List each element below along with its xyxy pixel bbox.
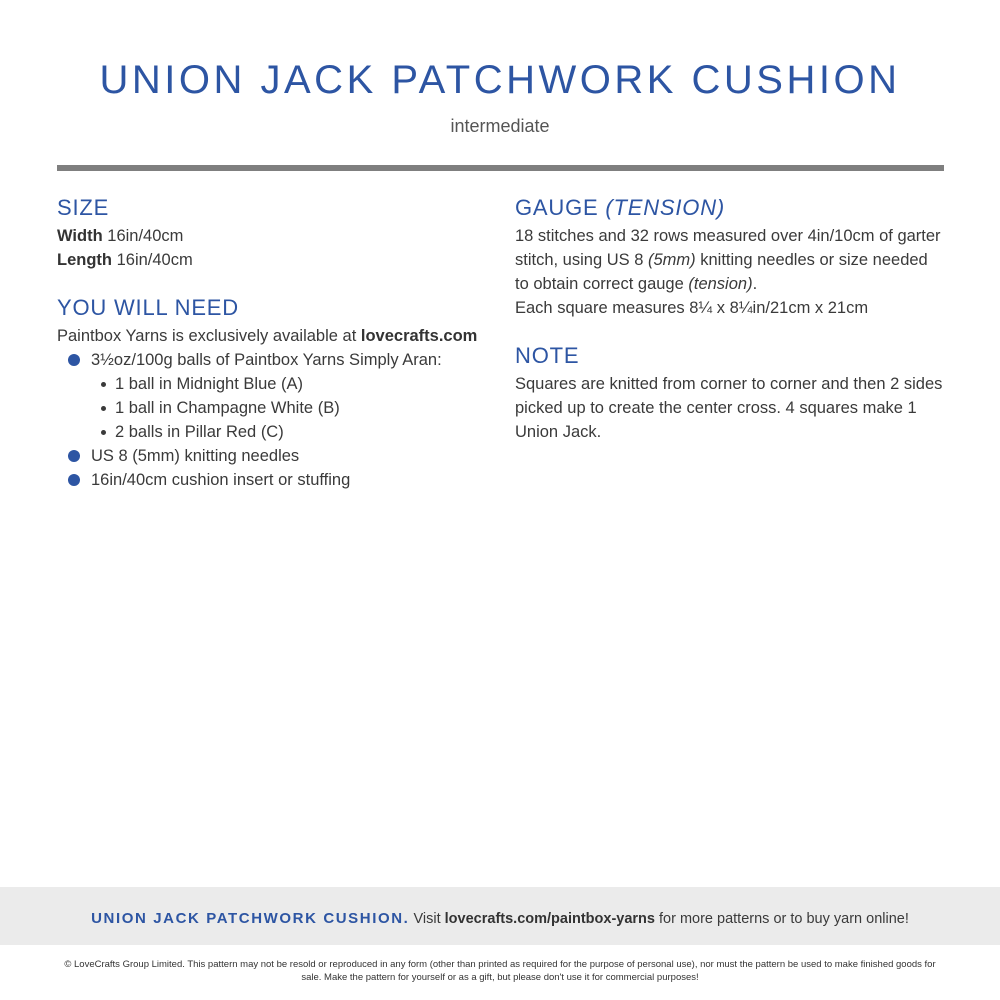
small-bullet-icon (101, 430, 106, 435)
gauge-section (515, 194, 945, 320)
footer-title: UNION JACK PATCHWORK CUSHION. (91, 910, 410, 927)
footer-visit: Visit (413, 911, 441, 927)
materials-list (57, 348, 497, 492)
materials-intro-text: Paintbox Yarns is exclusively available at (57, 327, 357, 345)
lovecrafts-link[interactable]: lovecrafts.com (360, 327, 478, 345)
gauge-text-2: knitting needles or size needed to obtain correct gauge (515, 251, 928, 293)
gauge-text-em-2: (tension) (688, 275, 753, 293)
width-row (57, 224, 497, 248)
list-item (67, 468, 497, 492)
note-text: Squares are knitted from corner to corner and then 2 sides picked up to create the center cross. 4 squares make 1 Union Jack. (515, 375, 943, 441)
page-title: UNION JACK PATCHWORK CUSHION (99, 58, 901, 102)
size-section (57, 194, 497, 272)
yarn-sublist (91, 372, 497, 444)
materials-heading: YOU WILL NEED (57, 295, 239, 320)
length-value: 16in/40cm (116, 251, 193, 269)
bullet-dot-icon (68, 474, 80, 486)
length-label: Length (57, 251, 112, 269)
width-label: Width (57, 227, 103, 245)
bullet-dot-icon (68, 354, 80, 366)
difficulty-level: intermediate (450, 116, 550, 136)
header-divider (57, 165, 944, 171)
gauge-text-1: 18 stitches and 32 rows measured over 4in/10cm of garter stitch, using US 8 (515, 227, 941, 269)
list-item (101, 396, 497, 420)
gauge-text (515, 224, 945, 296)
gauge-text-em-1: (5mm) (647, 251, 696, 269)
list-item (67, 444, 497, 468)
gauge-heading-em: (TENSION) (605, 195, 726, 220)
right-column (515, 194, 945, 444)
yarn-item-text: 3½oz/100g balls of Paintbox Yarns Simply Aran: (91, 351, 442, 369)
small-bullet-icon (101, 406, 106, 411)
materials-section (57, 294, 497, 492)
yarn-color-b: 1 ball in Champagne White (B) (115, 399, 340, 417)
footer-line (0, 907, 1000, 931)
gauge-text-3: . (752, 275, 758, 293)
yarn-color-c: 2 balls in Pillar Red (C) (115, 423, 284, 441)
square-size-text: Each square measures 8¼ x 8¼in/21cm x 21cm (515, 299, 869, 317)
list-item (67, 348, 497, 444)
needles-item-text: US 8 (5mm) knitting needles (91, 447, 300, 465)
left-column (57, 194, 497, 492)
note-heading: NOTE (515, 343, 580, 368)
gauge-heading-text: GAUGE (515, 195, 599, 220)
yarn-color-a: 1 ball in Midnight Blue (A) (115, 375, 304, 393)
cushion-item-text: 16in/40cm cushion insert or stuffing (91, 471, 351, 489)
copyright-notice: © LoveCrafts Group Limited. This pattern may not be resold or reproduced in any form (other than printed as required for the purpose of personal use), nor must the pattern be used to make finished goods for sale. Make the pattern for yourself or as a gift, but please don't use it for commercial purposes! (64, 959, 936, 983)
footer-link[interactable]: lovecrafts.com/paintbox-yarns (444, 911, 655, 927)
gauge-heading (515, 194, 945, 222)
footer-rest: for more patterns or to buy yarn online! (659, 911, 909, 927)
size-heading: SIZE (57, 195, 110, 220)
note-section (515, 342, 945, 444)
bullet-dot-icon (68, 450, 80, 462)
materials-intro (57, 324, 497, 348)
length-row (57, 248, 497, 272)
width-value: 16in/40cm (107, 227, 184, 245)
list-item (101, 420, 497, 444)
small-bullet-icon (101, 382, 106, 387)
list-item (101, 372, 497, 396)
